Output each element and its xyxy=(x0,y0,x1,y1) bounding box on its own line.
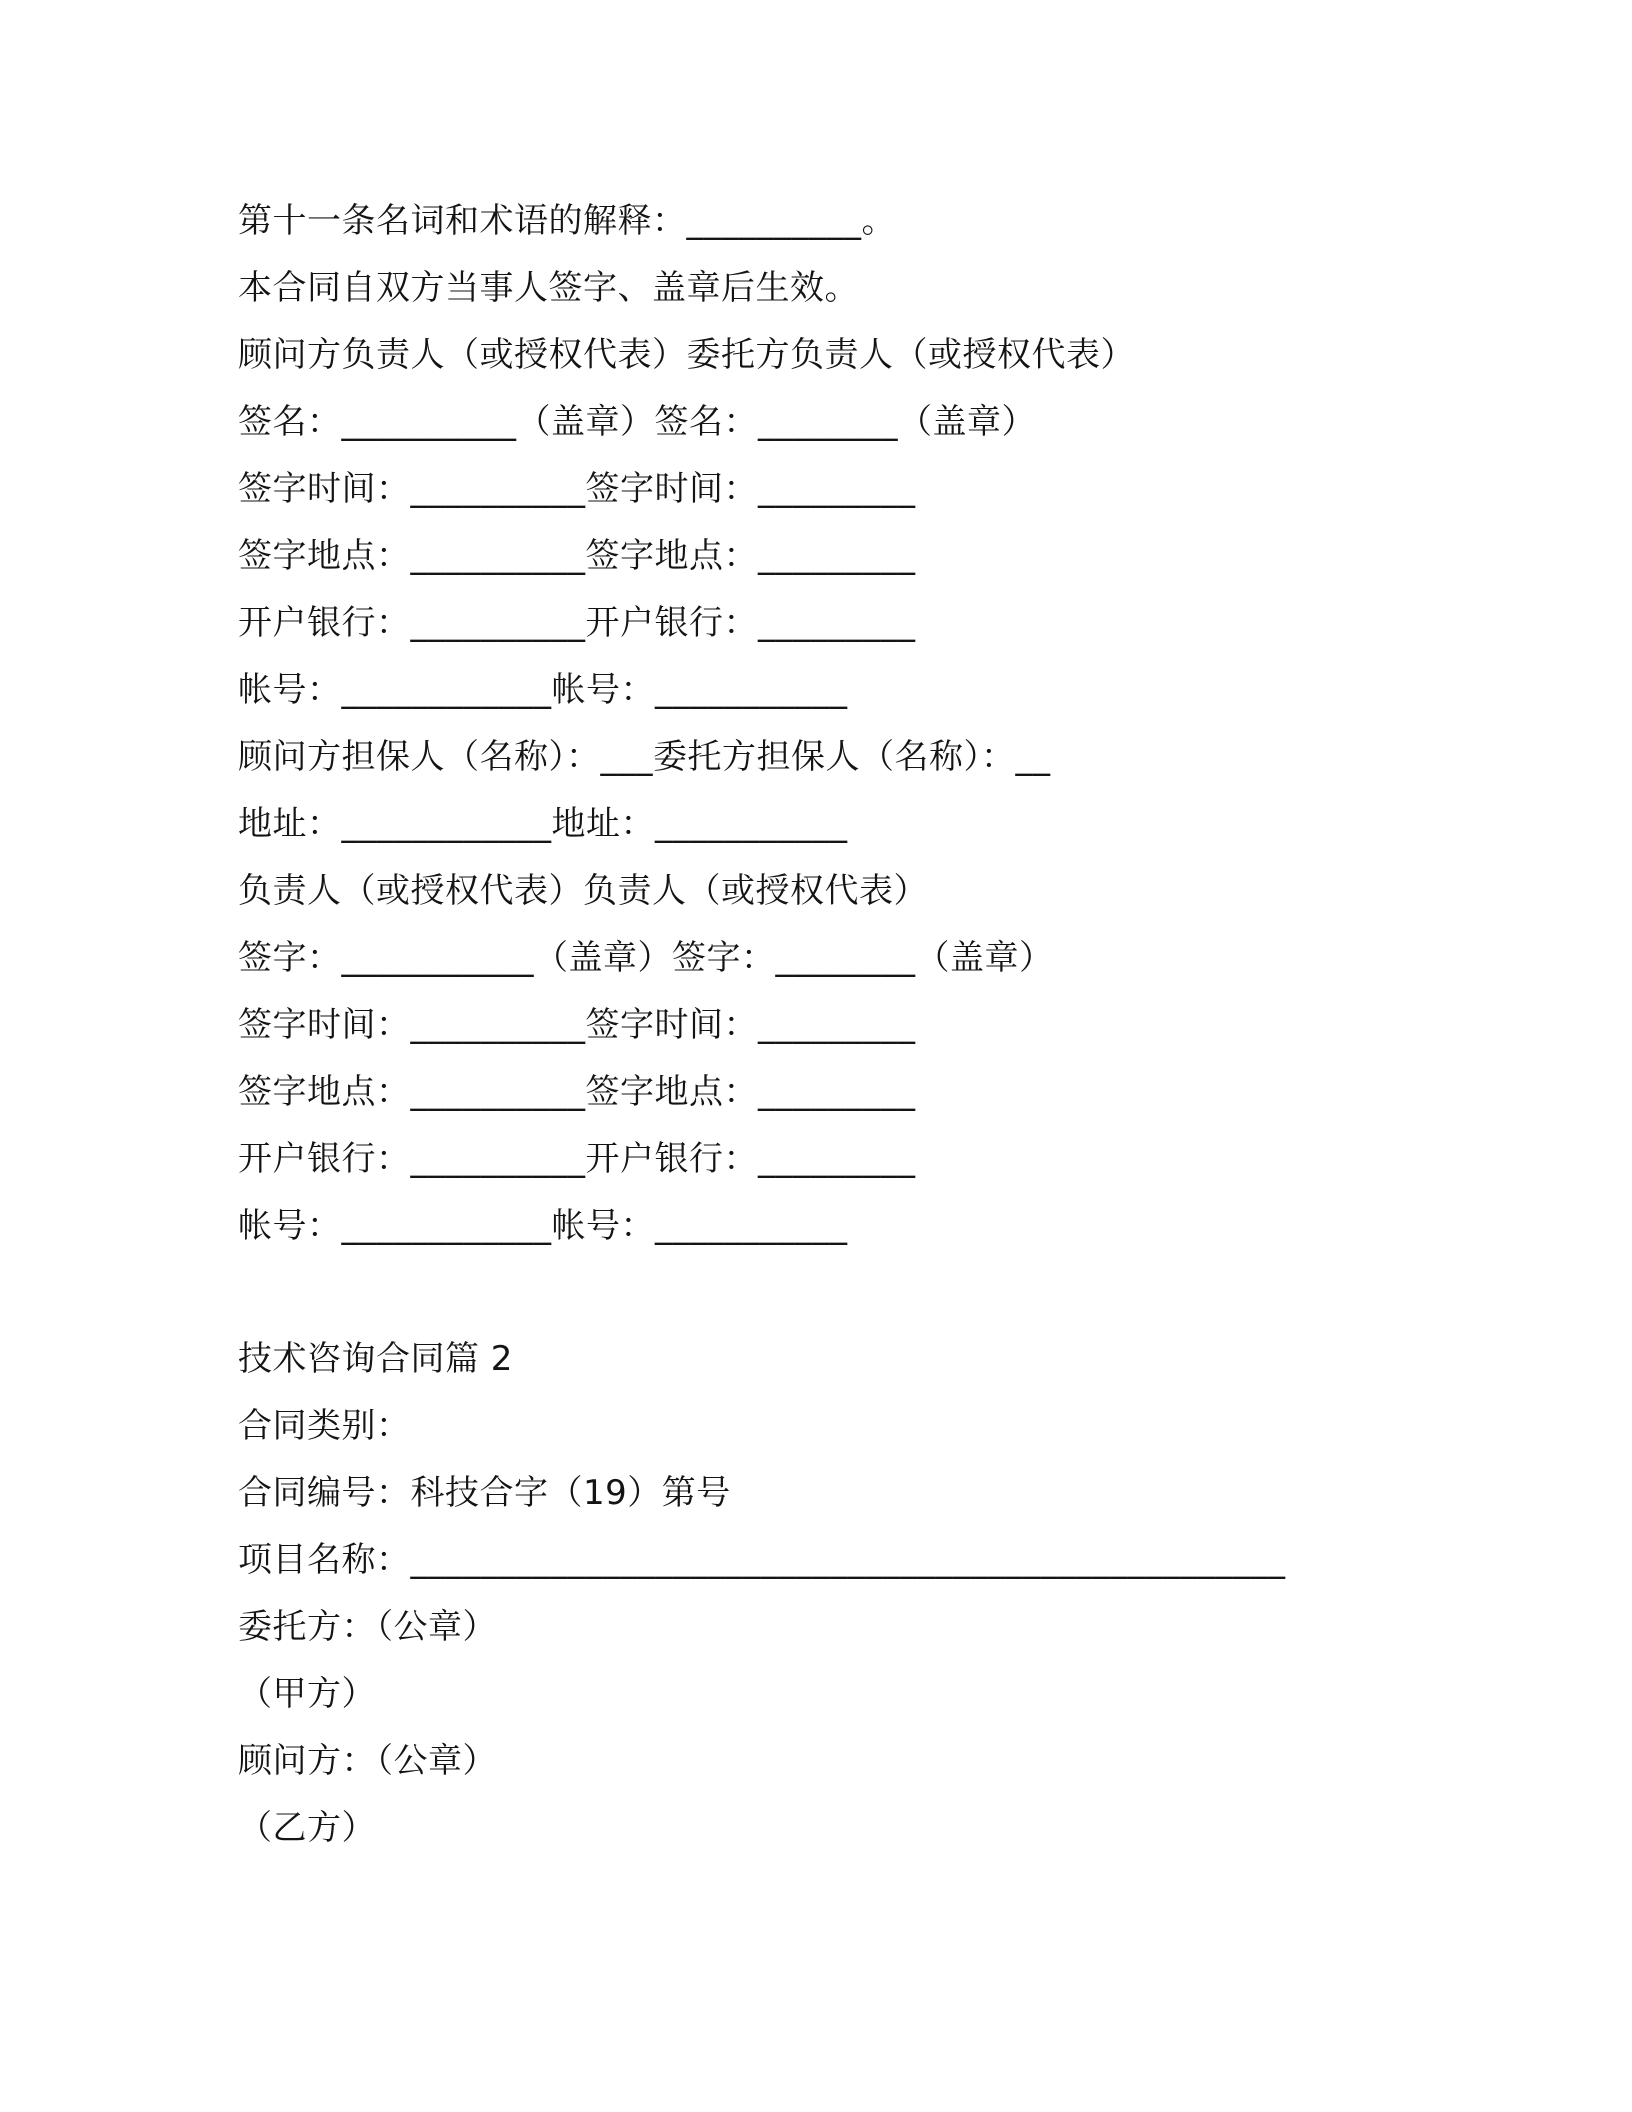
guarantor-bank-line: 开户银行：__________开户银行：_________ xyxy=(238,1139,916,1179)
signature-line: 签名：__________（盖章）签名：________（盖章） xyxy=(238,402,1036,442)
effective-clause: 本合同自双方当事人签字、盖章后生效。 xyxy=(238,268,859,308)
section-gap xyxy=(238,1260,1438,1326)
guarantor-account-line: 帐号：____________帐号：___________ xyxy=(238,1206,848,1246)
section-title: 技术咨询合同篇 2 xyxy=(238,1339,513,1379)
document-body xyxy=(238,188,1438,1862)
guarantor-signing-place-line: 签字地点：__________签字地点：_________ xyxy=(238,1072,916,1112)
guarantor-signature-line: 签字：___________（盖章）签字：________（盖章） xyxy=(238,938,1054,978)
signing-place-line: 签字地点：__________签字地点：_________ xyxy=(238,536,916,576)
contract-number-line: 合同编号：科技合字（19）第号 xyxy=(238,1473,731,1513)
guarantor-line: 顾问方担保人（名称）：___委托方担保人（名称）：__ xyxy=(238,737,1051,777)
bank-line: 开户银行：__________开户银行：_________ xyxy=(238,603,916,643)
address-line: 地址：____________地址：___________ xyxy=(238,804,848,844)
client-seal-line: 委托方：（公章） xyxy=(238,1607,497,1647)
signatory-heading: 顾问方负责人（或授权代表）委托方负责人（或授权代表） xyxy=(238,335,1135,375)
contract-type-line: 合同类别： xyxy=(238,1406,411,1446)
party-b-label: （乙方） xyxy=(238,1808,376,1848)
signing-time-line: 签字时间：__________签字时间：_________ xyxy=(238,469,916,509)
account-line: 帐号：____________帐号：___________ xyxy=(238,670,848,710)
guarantor-signing-time-line: 签字时间：__________签字时间：_________ xyxy=(238,1005,916,1045)
project-name-line: 项目名称：__________________________________________________ xyxy=(238,1540,1286,1580)
guarantor-representative-heading: 负责人（或授权代表）负责人（或授权代表） xyxy=(238,871,928,911)
consultant-seal-line: 顾问方：（公章） xyxy=(238,1741,497,1781)
party-a-label: （甲方） xyxy=(238,1674,376,1714)
clause-11-terms: 第十一条名词和术语的解释：__________。 xyxy=(238,201,896,241)
